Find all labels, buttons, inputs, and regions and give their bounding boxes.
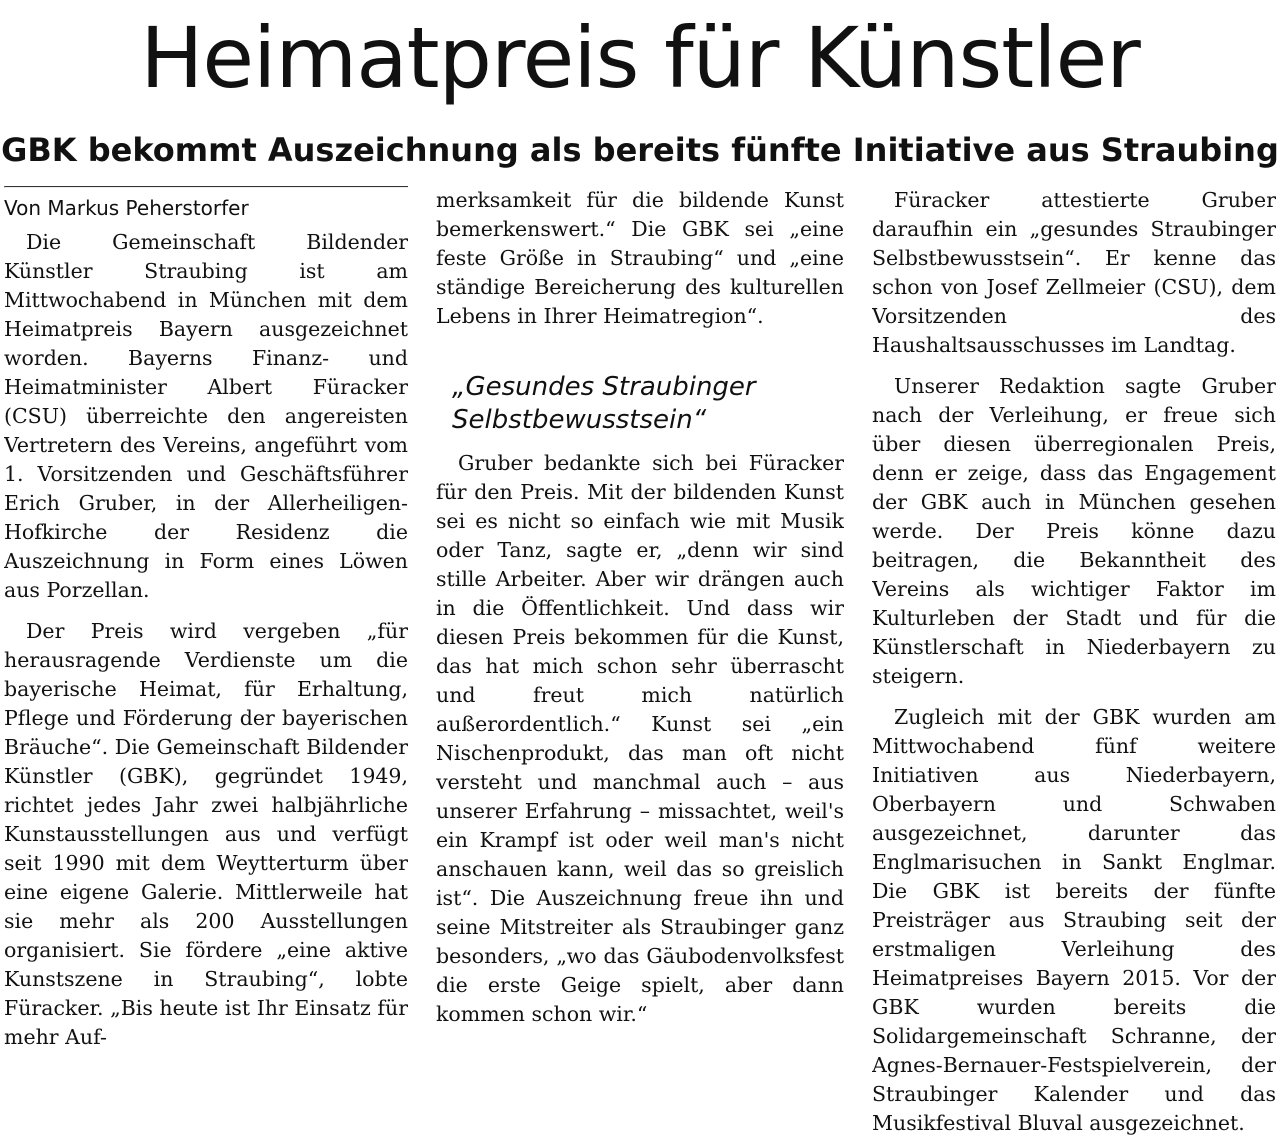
paragraph-continued: merksamkeit für die bildende Kunst bemerkenswert.“ Die GBK sei „eine feste Größe in Straubing“ und „eine ständige Bereicherung des kulturellen Lebens in Ihrer Heimatregion“. — [436, 188, 844, 328]
byline: Von Markus Peherstorfer — [4, 196, 249, 220]
crosshead: „Gesundes Straubinger Selbstbewusstsein“ — [452, 372, 756, 435]
article-column-2 — [436, 186, 844, 1029]
article-column-3 — [872, 186, 1276, 1138]
article-headline: Heimatpreis für Künstler — [140, 9, 1140, 107]
paragraph: Gruber bedankte sich bei Füracker für den Preis. Mit der bildenden Kunst sei es nicht so einfach wie mit Musik oder Tanz, sagte er, „denn wir sind stille Arbeiter. Aber wir drängen auch in die Öffentlichkeit. Und dass wir diesen Preis bekommen für die Kunst, das hat mich schon sehr überrascht und freut mich natürlich außerordentlich.“ Kunst sei „ein Nischenprodukt, das man oft nicht versteht und manchmal auch – aus unserer Erfahrung – missachtet, weil's ein Krampf ist oder weil man's nicht anschauen kann, weil das so greislich ist“. Die Auszeichnung freue ihn und seine Mitstreiter als Straubinger ganz besonders, „wo das Gäubodenvolksfest die erste Geige spielt, aber dann kommen schon wir.“ — [436, 451, 844, 1026]
paragraph: Zugleich mit der GBK wurden am Mittwochabend fünf weitere Initiativen aus Niederbayern, Oberbayern und Schwaben ausgezeichnet, darunter das Englmarisuchen in Sankt Englmar. Die GBK ist bereits der fünfte Preisträger aus Straubing seit der erstmaligen Verleihung des Heimatpreises Bayern 2015. Vor der GBK wurden bereits die Solidargemeinschaft Schranne, der Agnes-Bernauer-Festspielverein, der Straubinger Kalender und das Musikfestival Bluval ausgezeichnet. — [872, 705, 1276, 1135]
paragraph: Unserer Redaktion sagte Gruber nach der Verleihung, er freue sich über diesen überregionalen Preis, denn er zeige, dass das Engagement der GBK auch in München gesehen werde. Der Preis könne dazu beitragen, die Bekanntheit des Vereins als wichtiger Faktor im Kulturleben der Stadt und für die Künstlerschaft in Niederbayern zu steigern. — [872, 374, 1276, 688]
paragraph: Die Gemeinschaft Bildender Künstler Straubing ist am Mittwochabend in München mit dem Heimatpreis Bayern ausgezeichnet worden. Bayerns Finanz- und Heimatminister Albert Füracker (CSU) überreichte den angereisten Vertretern des Vereins, angeführt vom 1. Vorsitzenden und Geschäftsführer Erich Gruber, in der Allerheiligen-Hofkirche der Residenz die Auszeichnung in Form eines Löwen aus Porzellan. — [4, 230, 408, 602]
paragraph: Füracker attestierte Gruber daraufhin ein „gesundes Straubinger Selbstbewusstsein“. Er kenne das schon von Josef Zellmeier (CSU), dem Vorsitzenden des Haushaltsausschusses im Landtag. — [872, 188, 1276, 357]
article-subheadline: GBK bekommt Auszeichnung als bereits fünfte Initiative aus Straubing — [1, 131, 1279, 169]
article-column-1 — [4, 186, 408, 1052]
paragraph: Der Preis wird vergeben „für herausragende Verdienste um die bayerische Heimat, für Erhaltung, Pflege und Förderung der bayerischen Bräuche“. Die Gemeinschaft Bildender Künstler (GBK), gegründet 1949, richtet jedes Jahr zwei halbjährliche Kunstausstellungen aus und verfügt seit 1990 mit dem Weytterturm über eine eigene Galerie. Mittlerweile hat sie mehr als 200 Ausstellungen organisiert. Sie fördere „eine aktive Kunstszene in Straubing“, lobte Füracker. „Bis heute ist Ihr Einsatz für mehr Auf- — [4, 619, 408, 1049]
